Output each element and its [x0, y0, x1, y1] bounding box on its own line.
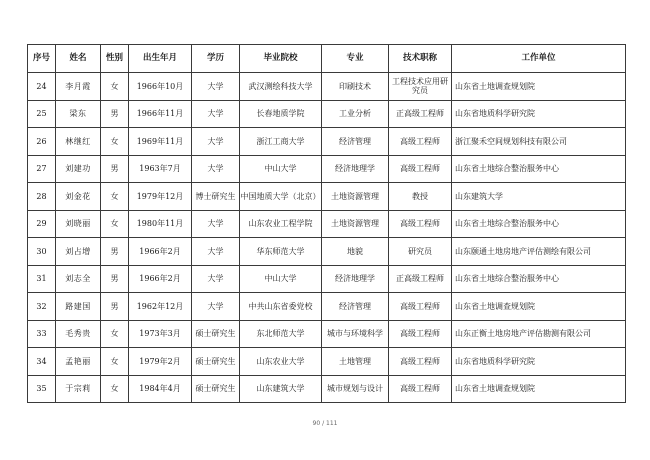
- cell-title: 教授: [389, 183, 452, 211]
- cell-workplace: 山东省地质科学研究院: [452, 100, 626, 128]
- cell-education: 大学: [192, 128, 240, 156]
- cell-index: 31: [28, 265, 56, 293]
- cell-index: 24: [28, 73, 56, 101]
- table-row: [28, 183, 626, 211]
- cell-index: 28: [28, 183, 56, 211]
- cell-birth: 1984年4月: [129, 375, 192, 403]
- cell-workplace: 浙江聚禾空间规划科技有限公司: [452, 128, 626, 156]
- cell-name: 李月霞: [56, 73, 101, 101]
- cell-index: 30: [28, 238, 56, 266]
- cell-workplace: 山东省土地综合整治服务中心: [452, 210, 626, 238]
- header-workplace: 工作单位: [452, 45, 626, 73]
- cell-workplace: 山东省土地调查规划院: [452, 293, 626, 321]
- cell-major: 经济地理学: [322, 155, 389, 183]
- header-school: 毕业院校: [240, 45, 322, 73]
- cell-education: 硕士研究生: [192, 320, 240, 348]
- cell-name: 孟艳丽: [56, 348, 101, 376]
- table-row: [28, 375, 626, 403]
- cell-index: 26: [28, 128, 56, 156]
- cell-index: 27: [28, 155, 56, 183]
- cell-school: 浙江工商大学: [240, 128, 322, 156]
- cell-name: 刘建功: [56, 155, 101, 183]
- table-row: [28, 320, 626, 348]
- cell-index: 32: [28, 293, 56, 321]
- header-birth: 出生年月: [129, 45, 192, 73]
- cell-education: 大学: [192, 293, 240, 321]
- table-body: [28, 73, 626, 403]
- cell-major: 土地资源管理: [322, 183, 389, 211]
- table-row: [28, 348, 626, 376]
- cell-education: 硕士研究生: [192, 375, 240, 403]
- cell-name: 刘金花: [56, 183, 101, 211]
- header-name: 姓名: [56, 45, 101, 73]
- cell-school: 长春地质学院: [240, 100, 322, 128]
- cell-education: 大学: [192, 265, 240, 293]
- cell-birth: 1979年2月: [129, 348, 192, 376]
- cell-birth: 1963年7月: [129, 155, 192, 183]
- cell-gender: 女: [101, 210, 129, 238]
- cell-gender: 男: [101, 155, 129, 183]
- cell-workplace: 山东正衡土地房地产评估勘测有限公司: [452, 320, 626, 348]
- cell-major: 工业分析: [322, 100, 389, 128]
- cell-index: 29: [28, 210, 56, 238]
- cell-birth: 1969年11月: [129, 128, 192, 156]
- cell-title: 高级工程师: [389, 348, 452, 376]
- cell-major: 地貌: [322, 238, 389, 266]
- cell-gender: 女: [101, 128, 129, 156]
- cell-name: 路建国: [56, 293, 101, 321]
- cell-school: 华东师范大学: [240, 238, 322, 266]
- cell-name: 林继红: [56, 128, 101, 156]
- table-header: [28, 45, 626, 73]
- header-row: [28, 45, 626, 73]
- cell-name: 刘志全: [56, 265, 101, 293]
- cell-birth: 1979年12月: [129, 183, 192, 211]
- cell-education: 大学: [192, 73, 240, 101]
- cell-index: 25: [28, 100, 56, 128]
- cell-major: 土地资源管理: [322, 210, 389, 238]
- header-title: 技术职称: [389, 45, 452, 73]
- cell-title: 研究员: [389, 238, 452, 266]
- cell-birth: 1966年11月: [129, 100, 192, 128]
- cell-title: 高级工程师: [389, 320, 452, 348]
- cell-major: 土地管理: [322, 348, 389, 376]
- cell-major: 经济管理: [322, 293, 389, 321]
- cell-education: 大学: [192, 155, 240, 183]
- table-row: [28, 100, 626, 128]
- header-gender: 性别: [101, 45, 129, 73]
- cell-school: 山东农业大学: [240, 348, 322, 376]
- cell-birth: 1973年3月: [129, 320, 192, 348]
- cell-name: 刘占增: [56, 238, 101, 266]
- cell-workplace: 山东省土地综合整治服务中心: [452, 265, 626, 293]
- cell-index: 34: [28, 348, 56, 376]
- cell-title: 高级工程师: [389, 128, 452, 156]
- cell-major: 城市规划与设计: [322, 375, 389, 403]
- cell-gender: 女: [101, 183, 129, 211]
- cell-title: 工程技术应用研究员: [389, 73, 452, 101]
- cell-title: 高级工程师: [389, 210, 452, 238]
- cell-workplace: 山东省土地综合整治服务中心: [452, 155, 626, 183]
- staff-table: [27, 44, 626, 403]
- cell-school: 中共山东省委党校: [240, 293, 322, 321]
- cell-school: 中山大学: [240, 155, 322, 183]
- cell-school: 山东农业工程学院: [240, 210, 322, 238]
- cell-education: 大学: [192, 238, 240, 266]
- cell-major: 城市与环境科学: [322, 320, 389, 348]
- cell-workplace: 山东省地质科学研究院: [452, 348, 626, 376]
- cell-title: 高级工程师: [389, 155, 452, 183]
- cell-school: 中国地质大学（北京）: [240, 183, 322, 211]
- cell-birth: 1962年12月: [129, 293, 192, 321]
- cell-school: 武汉测绘科技大学: [240, 73, 322, 101]
- cell-title: 正高级工程师: [389, 100, 452, 128]
- cell-title: 高级工程师: [389, 293, 452, 321]
- page-number: 90 / 111: [312, 420, 338, 427]
- cell-school: 山东建筑大学: [240, 375, 322, 403]
- cell-gender: 男: [101, 293, 129, 321]
- table-row: [28, 128, 626, 156]
- cell-major: 印刷技术: [322, 73, 389, 101]
- cell-birth: 1966年2月: [129, 238, 192, 266]
- header-education: 学历: [192, 45, 240, 73]
- table-row: [28, 265, 626, 293]
- cell-education: 硕士研究生: [192, 348, 240, 376]
- table-row: [28, 238, 626, 266]
- cell-name: 于宗莉: [56, 375, 101, 403]
- cell-major: 经济管理: [322, 128, 389, 156]
- header-index: 序号: [28, 45, 56, 73]
- cell-name: 毛秀贵: [56, 320, 101, 348]
- cell-gender: 男: [101, 265, 129, 293]
- cell-gender: 女: [101, 73, 129, 101]
- cell-school: 东北师范大学: [240, 320, 322, 348]
- cell-gender: 男: [101, 100, 129, 128]
- table-row: [28, 73, 626, 101]
- cell-index: 33: [28, 320, 56, 348]
- cell-name: 梁东: [56, 100, 101, 128]
- table-row: [28, 210, 626, 238]
- cell-workplace: 山东颐通土地房地产评估测绘有限公司: [452, 238, 626, 266]
- cell-education: 大学: [192, 210, 240, 238]
- cell-school: 中山大学: [240, 265, 322, 293]
- cell-birth: 1966年10月: [129, 73, 192, 101]
- cell-name: 刘晓丽: [56, 210, 101, 238]
- cell-gender: 女: [101, 320, 129, 348]
- cell-workplace: 山东省土地调查规划院: [452, 375, 626, 403]
- cell-gender: 男: [101, 238, 129, 266]
- cell-birth: 1980年11月: [129, 210, 192, 238]
- cell-gender: 女: [101, 375, 129, 403]
- cell-education: 大学: [192, 100, 240, 128]
- cell-index: 35: [28, 375, 56, 403]
- table-row: [28, 155, 626, 183]
- cell-gender: 女: [101, 348, 129, 376]
- cell-birth: 1966年2月: [129, 265, 192, 293]
- cell-workplace: 山东省土地调查规划院: [452, 73, 626, 101]
- table-row: [28, 293, 626, 321]
- header-major: 专业: [322, 45, 389, 73]
- cell-education: 博士研究生: [192, 183, 240, 211]
- cell-workplace: 山东建筑大学: [452, 183, 626, 211]
- cell-major: 经济地理学: [322, 265, 389, 293]
- cell-title: 正高级工程师: [389, 265, 452, 293]
- cell-title: 高级工程师: [389, 375, 452, 403]
